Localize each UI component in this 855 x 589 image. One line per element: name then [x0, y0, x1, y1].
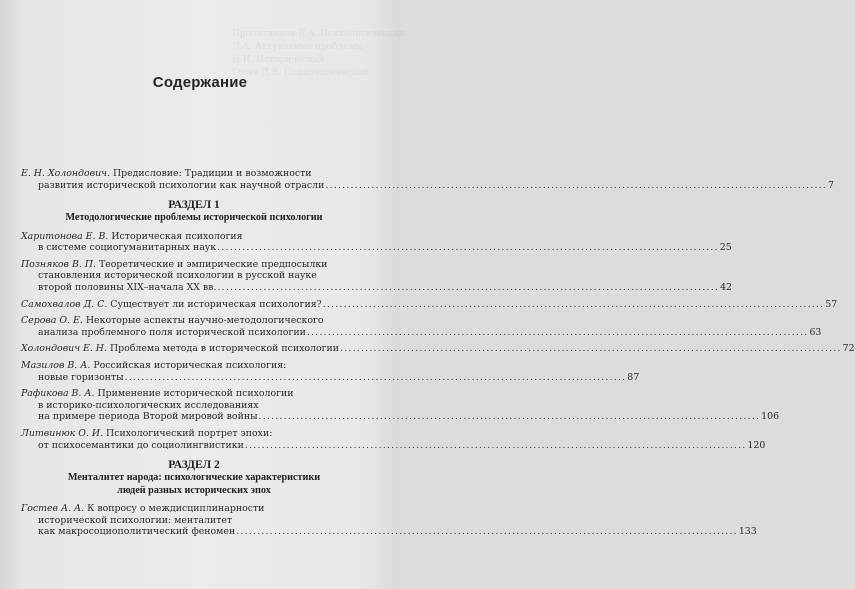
bleed-line: Гусев Д.В. Психологический — [232, 68, 370, 78]
dot-leader: ........................................................................................................................ — [244, 439, 747, 451]
toc-entry-author: Харитонова Е. В. — [21, 230, 109, 242]
toc-entry-title: в системе социогуманитарных наук — [38, 242, 217, 254]
toc-entry — [21, 343, 855, 355]
section-1-entries — [21, 230, 855, 452]
dot-leader: ........................................................................................................................ — [306, 326, 809, 338]
toc-entry-title: Проблема метода в исторической психологии — [109, 343, 340, 355]
toc-page-number: 133 — [738, 526, 757, 538]
toc-entry-line — [21, 360, 367, 372]
toc-entry-title: Предисловие: Традиции и возможности — [112, 168, 312, 179]
toc-entry-title: второй половины XIX–начала XX вв. — [38, 282, 217, 294]
toc-entry — [21, 298, 838, 311]
toc-entry — [21, 428, 766, 451]
toc-entry-text-wrap — [21, 299, 322, 311]
toc-entry-title: Существует ли историческая психология? — [110, 298, 322, 310]
toc-entry-title: развития исторической психологии как научной отрасли — [38, 179, 325, 191]
toc-entry-title: Применение исторической психологии — [97, 388, 294, 400]
toc-entry-text-wrap — [38, 327, 306, 339]
bleed-line: Пролитвинов В.А. Психологическая — [232, 29, 405, 39]
dot-leader: ........................................................................................................................ — [236, 526, 738, 538]
toc-entry-title: Теоретические и эмпирические предпосылки — [98, 258, 328, 270]
toc-page-number: 72 — [842, 343, 855, 355]
toc-entry-line — [21, 428, 367, 440]
toc-page-number: 87 — [627, 371, 640, 383]
toc-entry-title: Некоторые аспекты научно-методологического — [85, 315, 324, 327]
table-of-contents — [21, 168, 855, 543]
toc-entry-line — [21, 439, 766, 452]
toc-entry-line — [21, 526, 757, 538]
toc-entry-title: Психологический портрет эпохи: — [106, 428, 273, 439]
toc-entry-author: Е. Н. Холондович. — [21, 168, 110, 179]
toc-entry-line — [21, 282, 732, 294]
toc-page-number: 42 — [720, 282, 732, 294]
toc-entry — [21, 388, 780, 423]
dot-leader: ........................................................................................................................ — [325, 179, 827, 191]
toc-entry-author: Рафикова В. А. — [21, 388, 95, 400]
toc-entry-title: Историческая психология — [111, 230, 243, 242]
bleed-line: Л.А. Актуальные проблемы — [232, 42, 363, 52]
section-1-number: РАЗДЕЛ 1 — [168, 199, 220, 212]
section-2-number: РАЗДЕЛ 2 — [168, 459, 220, 472]
toc-entry-author: Серова О. Е. — [21, 315, 83, 327]
toc-entry-text-wrap — [38, 372, 124, 384]
dot-leader: ........................................................................................................................ — [217, 282, 720, 294]
toc-entry-text-wrap — [38, 526, 235, 538]
toc-entry-line — [21, 242, 732, 254]
toc-preface — [21, 168, 834, 191]
toc-page-number: 63 — [809, 326, 822, 338]
toc-entry-text-wrap — [38, 282, 216, 294]
toc-entry-title: К вопросу о междисциплинарности — [87, 503, 265, 515]
section-2-header — [21, 459, 367, 497]
toc-entry-author: Позняков В. П. — [21, 258, 96, 270]
toc-entry-line — [21, 503, 367, 515]
toc-page-number: 57 — [825, 298, 838, 310]
bleed-line: Н.И. Историческая — [232, 55, 325, 65]
toc-entry-text-wrap — [38, 411, 258, 423]
toc-page-number: 106 — [761, 411, 780, 423]
toc-entry-line — [21, 400, 367, 412]
toc-page-number: 25 — [719, 242, 732, 254]
toc-entry-text-wrap — [38, 440, 244, 452]
toc-entry-line — [21, 298, 838, 311]
toc-entry — [21, 168, 834, 191]
dot-leader: ........................................................................................................................ — [258, 411, 761, 423]
toc-entry-line — [21, 343, 855, 355]
toc-entry-title: новые горизонты — [38, 371, 124, 383]
page-title: Содержание — [152, 74, 248, 91]
toc-entry-line — [21, 259, 367, 271]
toc-entry-line — [21, 411, 780, 423]
toc-entry — [21, 230, 732, 254]
toc-entry-author: Мазилов В. А. — [21, 360, 91, 372]
dot-leader: ........................................................................................................................ — [322, 298, 825, 310]
toc-entry-line — [21, 515, 367, 527]
toc-entry — [21, 360, 640, 383]
toc-entry — [21, 315, 822, 338]
section-2-title-line-1: Менталитет народа: психологические характеристики — [67, 472, 321, 484]
toc-entry-line — [21, 371, 640, 384]
toc-entry-text-wrap — [38, 180, 324, 192]
toc-entry-line — [21, 231, 367, 243]
toc-page-number: 120 — [747, 439, 766, 451]
dot-leader: ........................................................................................................................ — [124, 371, 627, 383]
toc-entry-author: Самохвалов Д. С. — [21, 298, 108, 310]
toc-entry-line — [21, 270, 367, 282]
toc-entry-author: Литвинюк О. И. — [21, 428, 104, 439]
toc-entry-line — [21, 168, 367, 180]
toc-entry-title: как макросоциополитический феномен — [38, 526, 236, 538]
toc-entry-line — [21, 315, 367, 327]
toc-entry-author: Холондович Е. Н. — [21, 343, 107, 355]
toc-entry-line — [21, 179, 834, 192]
section-1-header — [21, 199, 367, 225]
toc-entry-text-wrap — [38, 242, 216, 254]
section-2-title-line-2: людей разных исторических эпох — [117, 484, 271, 496]
toc-page-number: 7 — [827, 179, 834, 191]
toc-entry-title: в историко-психологических исследованиях — [38, 399, 259, 411]
toc-entry-title: исторической психологии: менталитет — [38, 514, 233, 526]
toc-entry-title: от психосемантики до социолингвистики — [38, 439, 244, 451]
toc-entry-author: Гостев А. А. — [21, 503, 85, 515]
toc-entry — [21, 503, 757, 538]
toc-entry — [21, 258, 732, 294]
toc-entry-title: на примере периода Второй мировой войны — [38, 411, 258, 423]
toc-entry-title: анализа проблемного поля исторической психологии — [38, 326, 306, 338]
toc-entry-line — [21, 388, 367, 400]
dot-leader: ........................................................................................................................ — [217, 242, 719, 254]
toc-entry-title: Российская историческая психология: — [93, 360, 287, 372]
toc-entry-title: становления исторической психологии в русской науке — [38, 270, 317, 282]
section-2-entries — [21, 503, 757, 538]
toc-entry-line — [21, 326, 822, 339]
section-1-title: Методологические проблемы исторической психологии — [65, 212, 323, 224]
dot-leader: ........................................................................................................................ — [340, 343, 842, 355]
toc-entry-text-wrap — [21, 343, 339, 355]
